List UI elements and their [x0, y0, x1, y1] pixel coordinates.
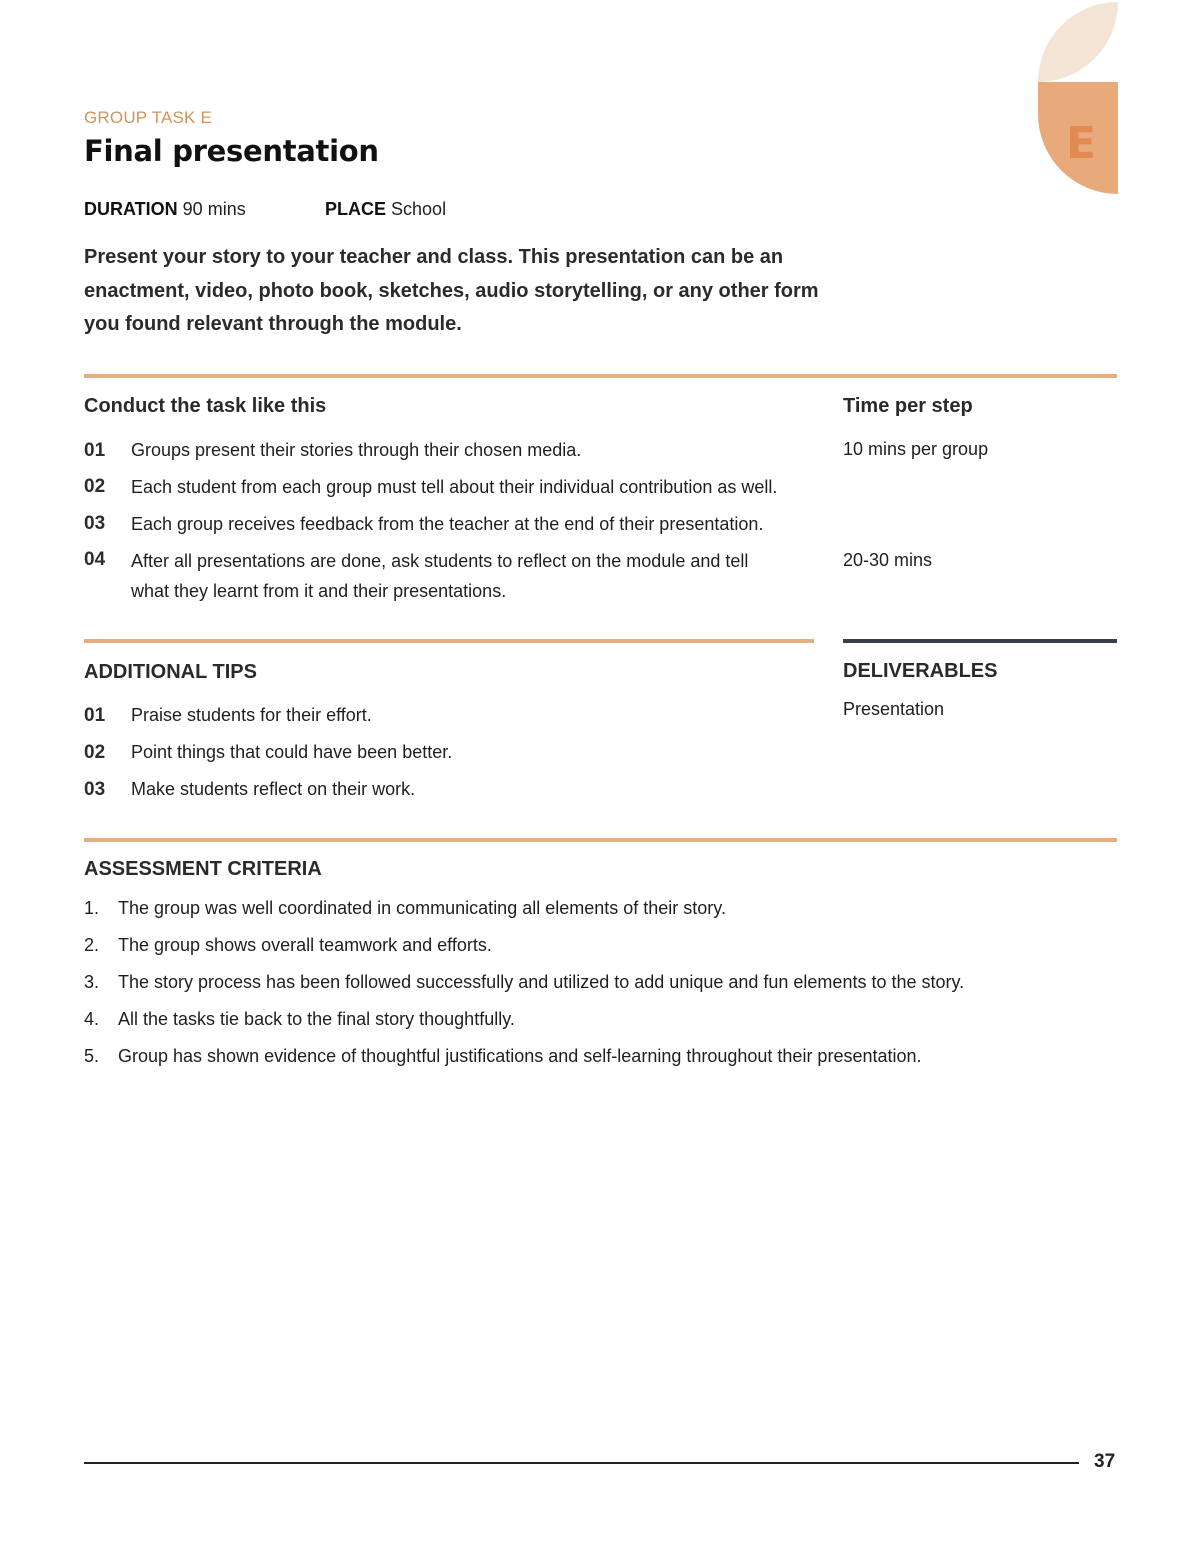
assessment-divider — [84, 838, 1117, 842]
step-text: Groups present their stories through their chosen media. — [131, 440, 582, 460]
deliverables-heading: DELIVERABLES — [843, 660, 998, 682]
tips-divider — [84, 639, 814, 643]
criteria-number: 3. — [84, 972, 100, 992]
step-text: Each group receives feedback from the teacher at the end of their presentation. — [131, 514, 764, 534]
tip-text: Make students reflect on their work. — [131, 779, 416, 799]
time-per-step-heading: Time per step — [843, 395, 973, 417]
criteria-text: All the tasks tie back to the final story thoughtfully. — [118, 1009, 515, 1029]
task-letter-badge: E — [1065, 118, 1097, 169]
criteria-text: The story process has been followed successfully and utilized to add unique and fun elements to the story. — [118, 972, 965, 992]
step-number: 01 — [84, 440, 106, 461]
conduct-heading: Conduct the task like this — [84, 395, 327, 417]
tips-heading: ADDITIONAL TIPS — [84, 661, 257, 683]
criteria-number: 1. — [84, 898, 100, 918]
page-title: Final presentation — [84, 134, 379, 168]
section-divider — [84, 374, 1117, 378]
place-meta — [325, 199, 446, 220]
step-number: 02 — [84, 476, 106, 497]
step-number: 03 — [84, 513, 106, 534]
footer-rule — [84, 1462, 1079, 1464]
task-eyebrow: GROUP TASK E — [84, 108, 213, 127]
duration-value: 90 mins — [182, 199, 246, 219]
step-time: 20-30 mins — [843, 550, 933, 570]
place-label: PLACE — [325, 199, 387, 219]
duration-label: DURATION — [84, 199, 178, 219]
deliverables-divider — [843, 639, 1117, 643]
criteria-number: 4. — [84, 1009, 100, 1029]
deliverables-text: Presentation — [843, 699, 945, 719]
page-number: 37 — [1094, 1451, 1116, 1472]
criteria-number: 5. — [84, 1046, 100, 1066]
tip-text: Point things that could have been better. — [131, 742, 453, 762]
tip-number: 02 — [84, 742, 106, 763]
criteria-text: Group has shown evidence of thoughtful justifications and self-learning throughout their presentation. — [118, 1046, 922, 1066]
step-text: After all presentations are done, ask students to reflect on the module and tell what they learnt from it and their presentations. — [131, 551, 749, 601]
tip-number: 01 — [84, 705, 106, 726]
tip-number: 03 — [84, 779, 106, 800]
badge-leaf-shape — [1038, 2, 1118, 82]
criteria-number: 2. — [84, 935, 100, 955]
duration-meta — [84, 199, 246, 220]
step-text: Each student from each group must tell about their individual contribution as well. — [131, 477, 778, 497]
tip-text: Praise students for their effort. — [131, 705, 372, 725]
criteria-text: The group was well coordinated in communicating all elements of their story. — [118, 898, 726, 918]
criteria-text: The group shows overall teamwork and efforts. — [118, 935, 492, 955]
intro-paragraph: Present your story to your teacher and class. This presentation can be an enactment, video, photo book, sketches, audio storytelling, or any other form you found relevant through the module. — [84, 246, 819, 335]
assessment-heading: ASSESSMENT CRITERIA — [84, 858, 322, 880]
step-time: 10 mins per group — [843, 439, 989, 459]
step-number: 04 — [84, 549, 106, 570]
place-value: School — [391, 199, 447, 219]
